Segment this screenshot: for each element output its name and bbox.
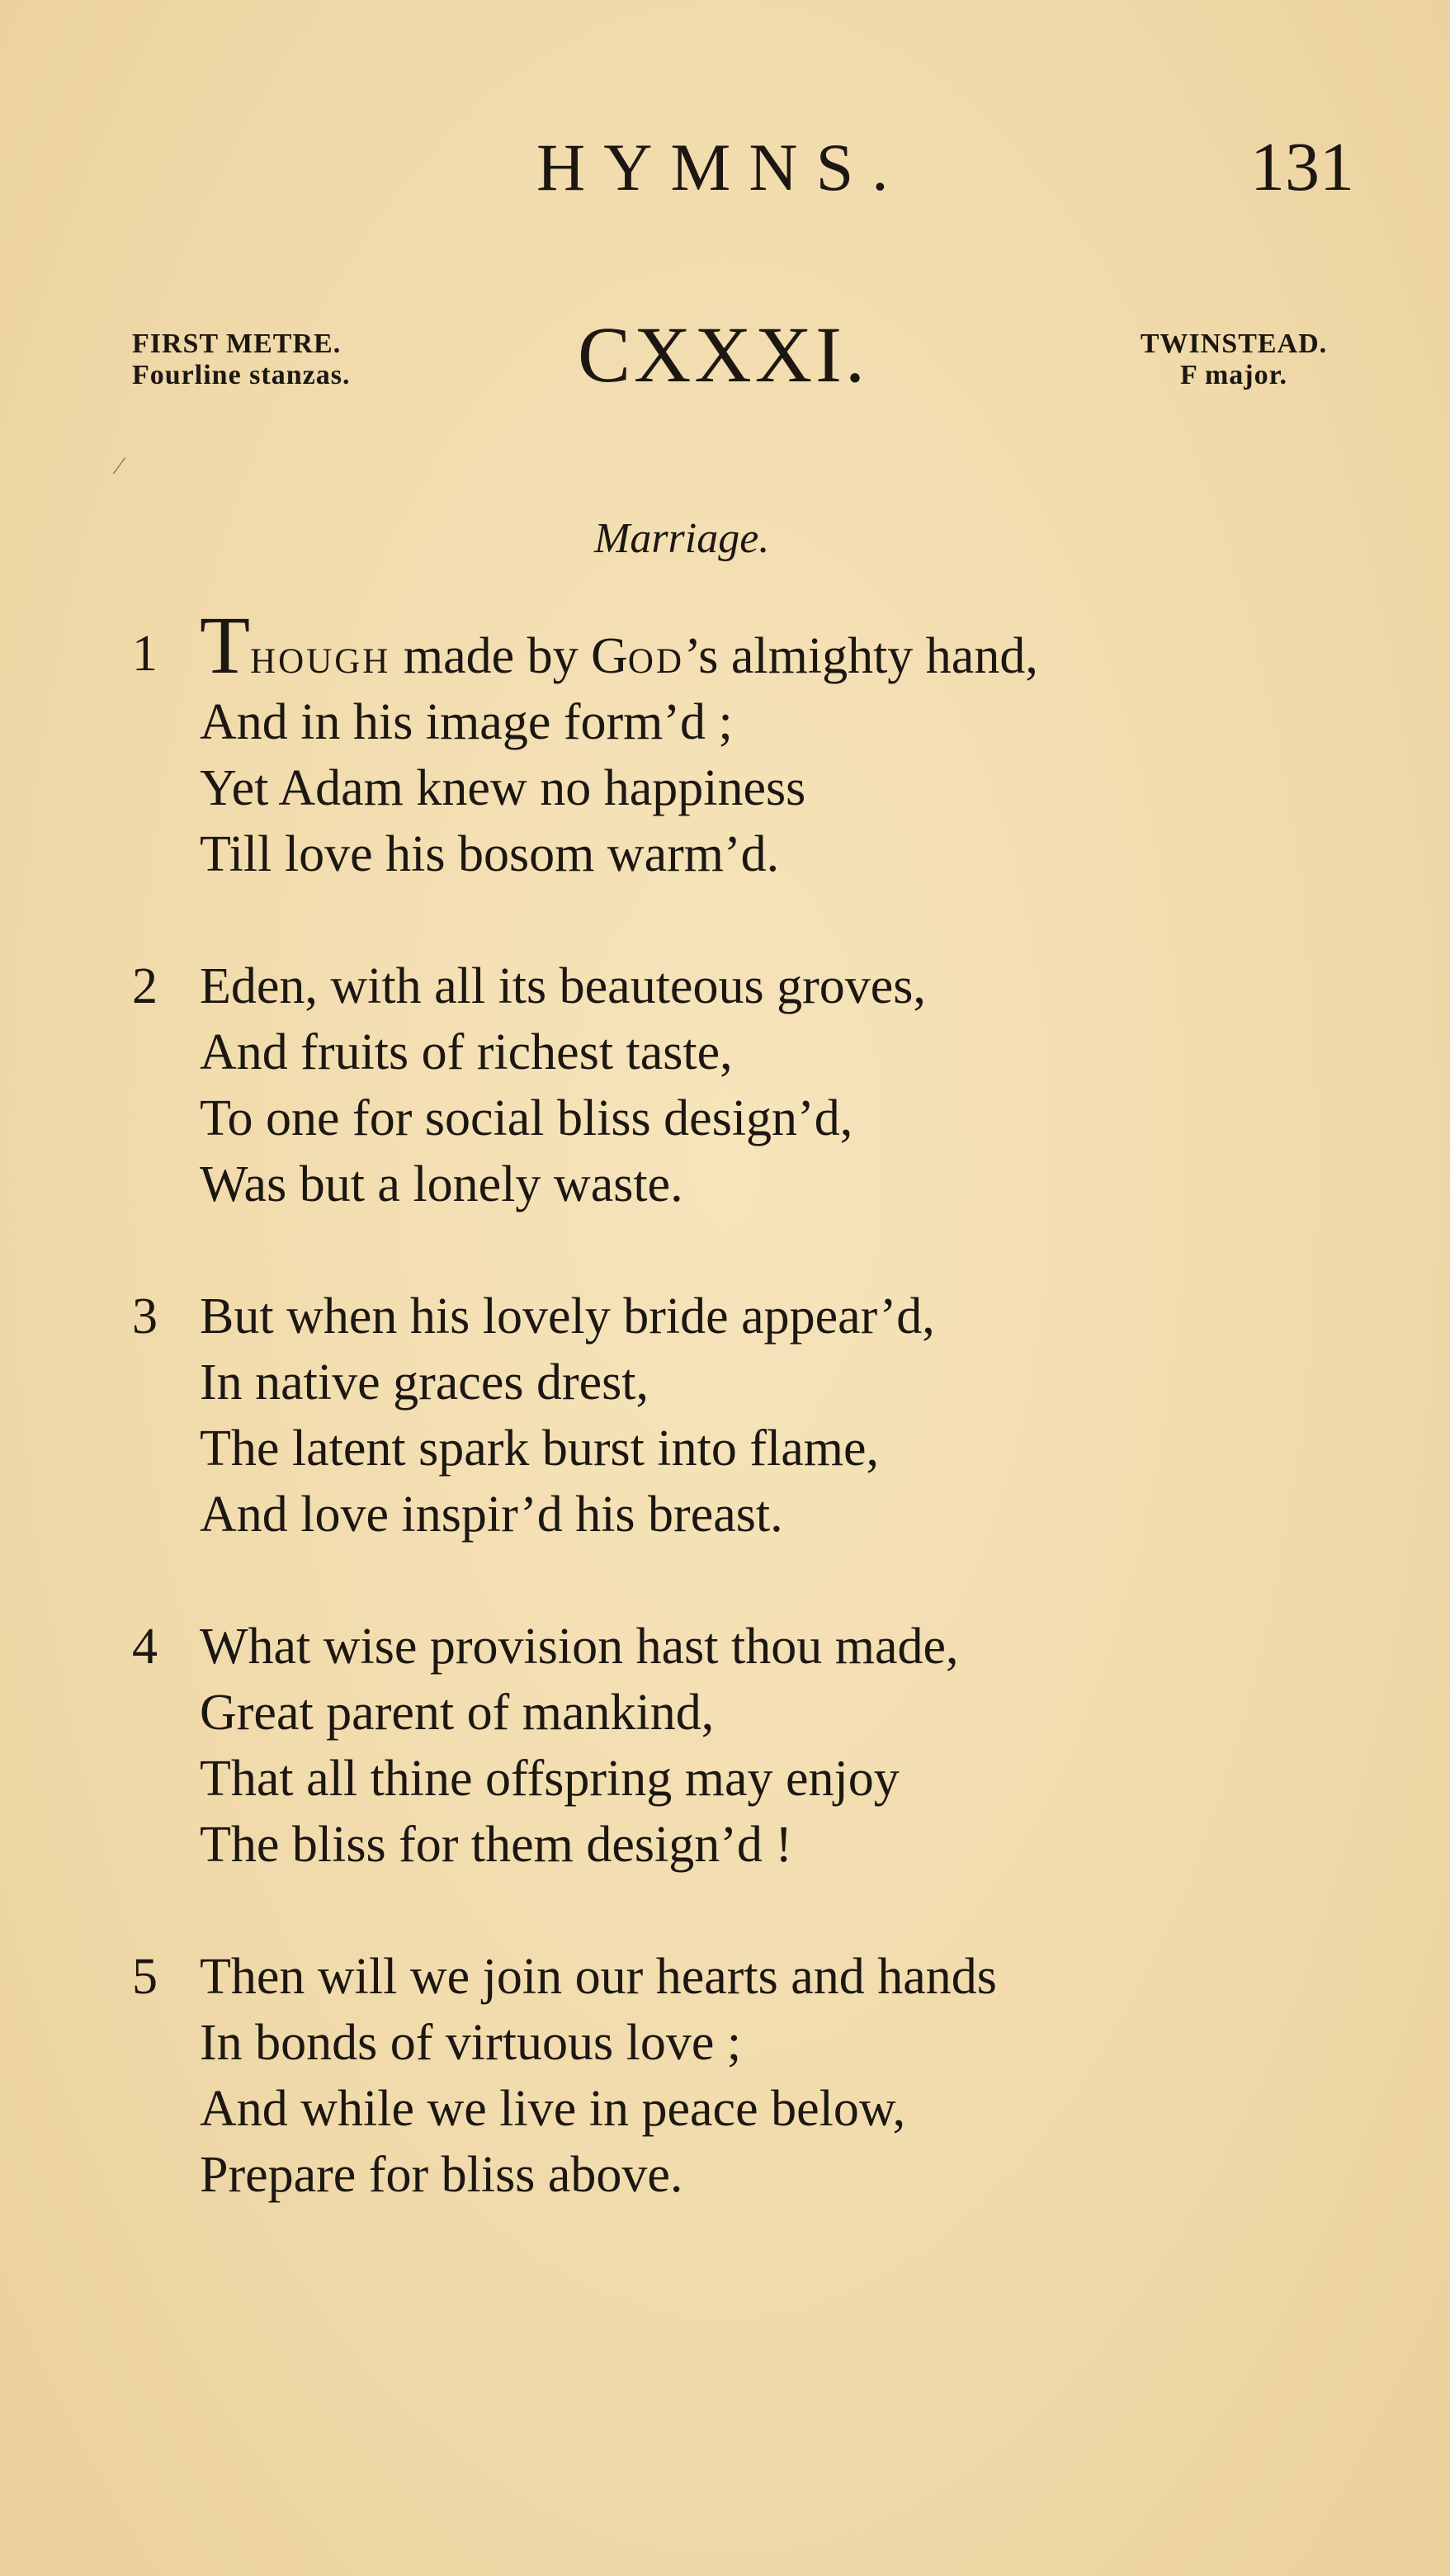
- stanza-1: [132, 599, 1370, 887]
- tune-key: F major.: [1179, 360, 1288, 390]
- stanza-line: Was but a lonely waste.: [200, 1156, 683, 1212]
- stanza-number: 4: [132, 1619, 158, 1675]
- page-number: 131: [1250, 129, 1354, 206]
- stanza-3: [132, 1283, 1370, 1548]
- stanza-form-line: Fourline stanzas.: [132, 360, 351, 390]
- stanza-line: Yet Adam knew no happiness: [200, 760, 806, 816]
- running-head: [0, 122, 1450, 213]
- paper-blemish-icon: ⁄: [117, 452, 122, 480]
- stanza-line: But when his lovely bride appear’d,: [200, 1288, 935, 1345]
- line-fragment: ’s almighty hand,: [684, 628, 1038, 684]
- stanza-line: In bonds of virtuous love ;: [200, 2015, 742, 2071]
- stanza-line: [132, 599, 1370, 691]
- stanza-line: And love inspir’d his breast.: [200, 1487, 783, 1543]
- tune-name: TWINSTEAD.: [1140, 328, 1328, 359]
- stanza-line: What wise provision hast thou made,: [200, 1619, 959, 1675]
- stanza-line: That all thine offspring may enjoy: [200, 1751, 900, 1807]
- hymn-number: CXXXI.: [578, 310, 868, 399]
- stanza-5: [132, 1944, 1370, 2208]
- stanza-line: Prepare for bliss above.: [200, 2147, 683, 2203]
- stanza-number: 2: [132, 958, 158, 1014]
- stanza-line: Then will we join our hearts and hands: [200, 1949, 997, 2005]
- stanza-2: [132, 953, 1370, 1217]
- stanza-line: Eden, with all its beauteous groves,: [200, 958, 926, 1014]
- stanza-line: The latent spark burst into flame,: [200, 1420, 879, 1477]
- stanza-line: The bliss for them design’d !: [200, 1817, 793, 1873]
- line-fragment: made by: [390, 628, 592, 684]
- stanza-line: To one for social bliss design’d,: [200, 1090, 853, 1146]
- stanza-number: 5: [132, 1949, 158, 2005]
- smallcaps-word: od: [627, 628, 685, 684]
- metre-info: [132, 328, 350, 391]
- stanza-line: Great parent of mankind,: [200, 1685, 715, 1741]
- stanza-number: 3: [132, 1288, 158, 1345]
- stanza-4: [132, 1614, 1370, 1878]
- drop-cap: T: [200, 599, 251, 691]
- line-fragment: G: [591, 628, 628, 684]
- hymn-body: [132, 599, 1370, 2274]
- running-title: HYMNS.: [536, 130, 907, 205]
- stanza-number: 1: [132, 626, 158, 682]
- stanza-line: In native graces drest,: [200, 1354, 649, 1411]
- stanza-line: And while we live in peace below,: [200, 2081, 906, 2137]
- stanza-line: And in his image form’d ;: [200, 694, 733, 750]
- metre-line: FIRST METRE.: [132, 328, 342, 359]
- tune-info: [1098, 328, 1370, 391]
- stanza-line: And fruits of richest taste,: [200, 1024, 733, 1080]
- smallcaps-word: hough: [250, 628, 391, 684]
- hymn-subject: Marriage.: [594, 515, 770, 562]
- stanza-line: Till love his bosom warm’d.: [200, 826, 780, 882]
